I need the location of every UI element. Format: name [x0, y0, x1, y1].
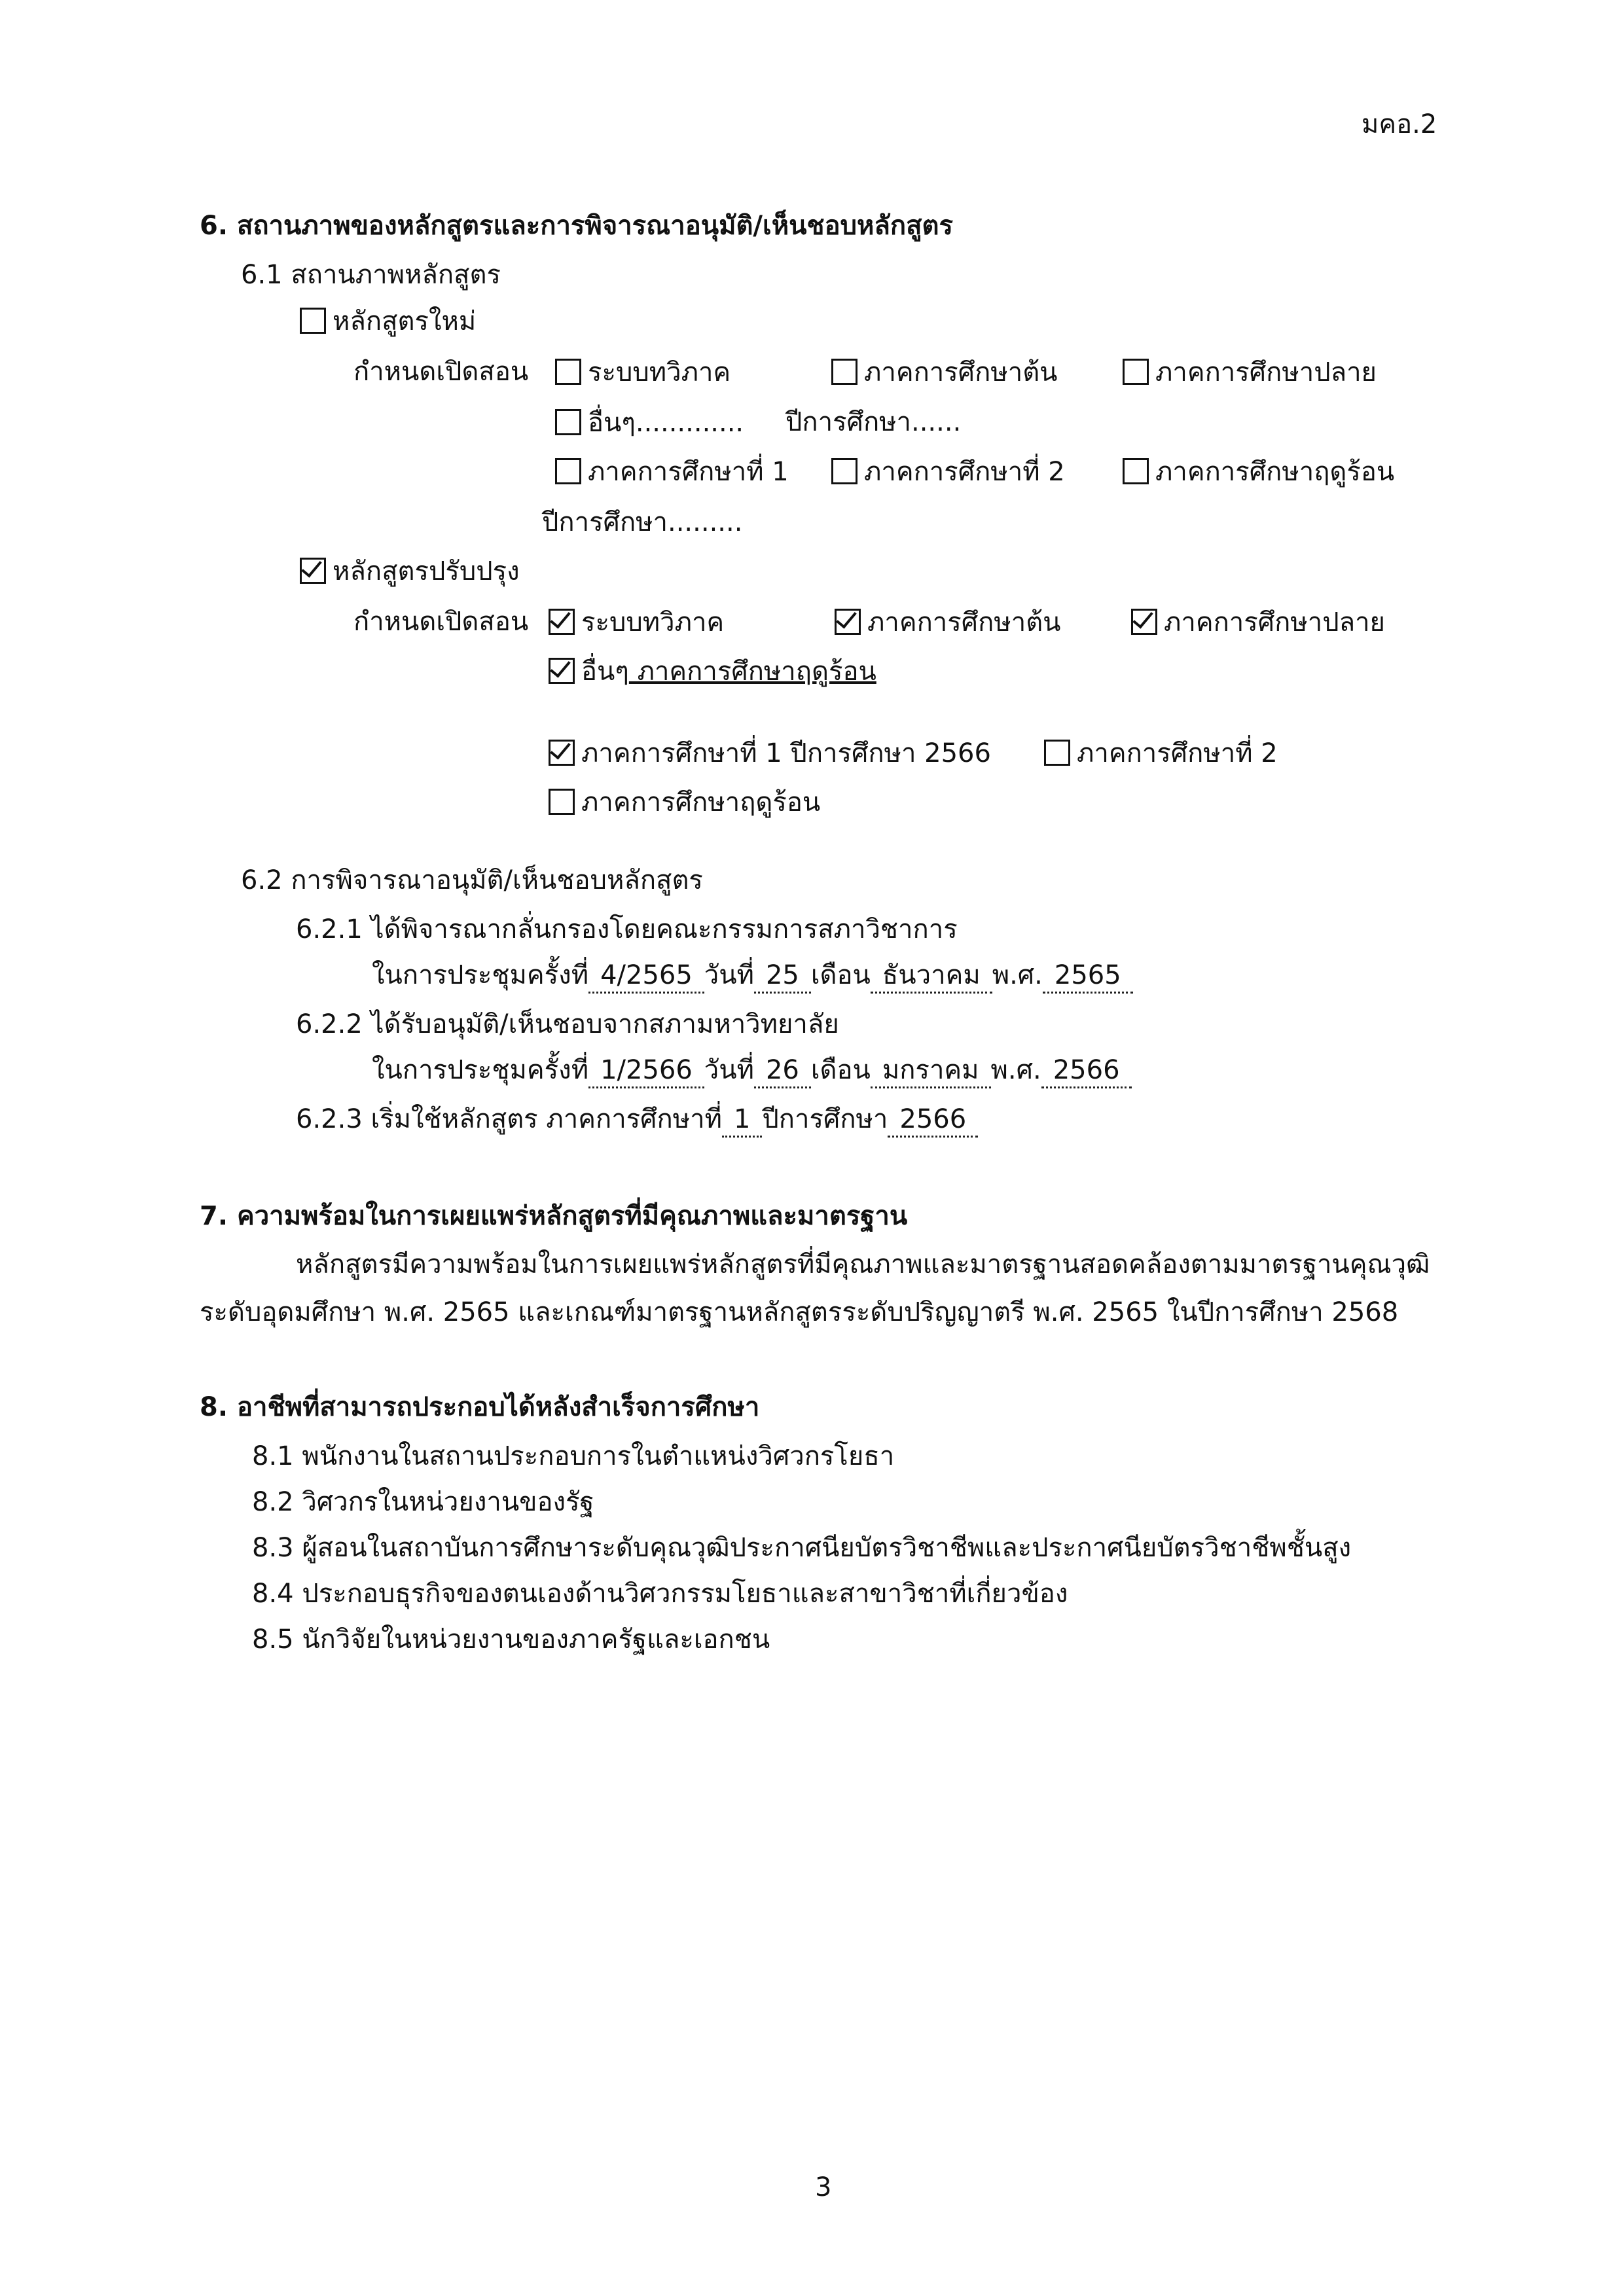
checkbox[interactable] [1131, 609, 1157, 635]
new-opt-other[interactable]: อื่นๆ............. [555, 409, 744, 436]
new-curriculum-option[interactable] [300, 308, 476, 334]
section-6-2-1-title: 6.2.1 ได้พิจารณากลั่นกรองโดยคณะกรรมการสภาวิชาการ [296, 914, 958, 944]
career-item: 8.4 ประกอบธุรกิจของตนเองด้านวิศวกรรมโยธาและสาขาวิชาที่เกี่ยวข้อง [252, 1579, 1068, 1609]
checkbox[interactable] [835, 609, 861, 635]
section-7-line-1: หลักสูตรมีความพร้อมในการเผยแพร่หลักสูตรที่มีคุณภาพและมาตรฐานสอดคล้องตามมาตรฐานคุณวุฒิ [296, 1249, 1430, 1280]
new-year-line: ปีการศึกษา......... [542, 507, 743, 537]
checkbox[interactable] [549, 658, 575, 684]
checkbox[interactable] [555, 409, 581, 435]
meeting-number: 4/2565 [588, 960, 704, 994]
career-item: 8.3 ผู้สอนในสถาบันการศึกษาระดับคุณวุฒิประกาศนียบัตรวิชาชีพและประกาศนียบัตรวิชาชีพชั้นสูง [252, 1533, 1352, 1563]
section-6-2-1-meeting: ในการประชุมครั้งที่ 4/2565 วันที่ 25 เดือน ธันวาคม พ.ศ. 2565 [372, 962, 1133, 988]
new-opt-last[interactable]: ภาคการศึกษาปลาย [1123, 359, 1377, 386]
start-semester: 1 [722, 1104, 762, 1138]
section-6-2-2-meeting: ในการประชุมครั้งที่ 1/2566 วันที่ 26 เดือน มกราคม พ.ศ. 2566 [372, 1057, 1132, 1083]
meeting-month: มกราคม [871, 1055, 991, 1088]
new-sem2[interactable]: ภาคการศึกษาที่ 2 [831, 458, 1065, 485]
meeting-year: 2565 [1043, 960, 1133, 994]
section-6-title: 6. สถานภาพของหลักสูตรและการพิจารณาอนุมัติ/เห็นชอบหลักสูตร [200, 211, 953, 241]
section-7-title: 7. ความพร้อมในการเผยแพร่หลักสูตรที่มีคุณภาพและมาตรฐาน [200, 1201, 908, 1231]
page-number: 3 [815, 2172, 832, 2202]
meeting-day: 25 [754, 960, 811, 994]
revised-open-label: กำหนดเปิดสอน [353, 607, 529, 637]
section-8-title: 8. อาชีพที่สามารถประกอบได้หลังสำเร็จการศึกษา [200, 1392, 760, 1422]
meeting-day: 26 [754, 1055, 811, 1088]
start-year: 2566 [888, 1104, 978, 1138]
revised-other-value: ภาคการศึกษาฤดูร้อน [628, 656, 876, 687]
checkbox[interactable] [549, 789, 575, 815]
checkbox[interactable] [1123, 359, 1149, 385]
checkbox[interactable] [1123, 458, 1149, 484]
career-item: 8.1 พนักงานในสถานประกอบการในตำแหน่งวิศวกรโยธา [252, 1441, 895, 1471]
revised-summer[interactable]: ภาคการศึกษาฤดูร้อน [549, 789, 820, 816]
revised-curriculum-label: หลักสูตรปรับปรุง [333, 556, 520, 586]
checkbox[interactable] [549, 609, 575, 635]
document-code: มคอ.2 [1362, 109, 1437, 139]
revised-opt-last[interactable]: ภาคการศึกษาปลาย [1131, 609, 1385, 636]
new-open-label: กำหนดเปิดสอน [353, 357, 529, 387]
revised-curriculum-checkbox[interactable] [300, 558, 326, 584]
meeting-month: ธันวาคม [871, 960, 992, 994]
new-opt-dual[interactable]: ระบบทวิภาค [555, 359, 731, 386]
section-7-line-2: ระดับอุดมศึกษา พ.ศ. 2565 และเกณฑ์มาตรฐานหลักสูตรระดับปริญญาตรี พ.ศ. 2565 ในปีการศึกษา 2568 [200, 1297, 1399, 1327]
section-6-2-2-title: 6.2.2 ได้รับอนุมัติ/เห็นชอบจากสภามหาวิทยาลัย [296, 1009, 839, 1039]
new-opt-first[interactable]: ภาคการศึกษาต้น [831, 359, 1058, 386]
meeting-year: 2566 [1041, 1055, 1132, 1088]
checkbox[interactable] [1044, 740, 1070, 766]
new-curriculum-checkbox[interactable] [300, 308, 326, 334]
checkbox[interactable] [831, 458, 857, 484]
revised-sem2[interactable]: ภาคการศึกษาที่ 2 [1044, 740, 1278, 766]
section-6-1-title: 6.1 สถานภาพหลักสูตร [241, 260, 501, 290]
new-curriculum-label: หลักสูตรใหม่ [333, 306, 477, 336]
checkbox[interactable] [555, 458, 581, 484]
new-summer[interactable]: ภาคการศึกษาฤดูร้อน [1123, 458, 1394, 485]
checkbox[interactable] [831, 359, 857, 385]
career-item: 8.2 วิศวกรในหน่วยงานของรัฐ [252, 1487, 594, 1517]
section-6-2-title: 6.2 การพิจารณาอนุมัติ/เห็นชอบหลักสูตร [241, 865, 703, 895]
checkbox[interactable] [549, 740, 575, 766]
revised-curriculum-option[interactable] [300, 558, 520, 584]
new-sem1[interactable]: ภาคการศึกษาที่ 1 [555, 458, 789, 485]
revised-opt-other[interactable]: อื่นๆ ภาคการศึกษาฤดูร้อน [549, 658, 876, 685]
new-year-dots: ปีการศึกษา...... [785, 407, 962, 437]
revised-sem1[interactable]: ภาคการศึกษาที่ 1 ปีการศึกษา 2566 [549, 740, 991, 766]
section-6-2-3: 6.2.3 เริ่มใช้หลักสูตร ภาคการศึกษาที่ 1 ปีการศึกษา 2566 [296, 1106, 978, 1132]
meeting-number: 1/2566 [588, 1055, 704, 1088]
revised-opt-dual[interactable]: ระบบทวิภาค [549, 609, 724, 636]
checkbox[interactable] [555, 359, 581, 385]
career-item: 8.5 นักวิจัยในหน่วยงานของภาครัฐและเอกชน [252, 1624, 770, 1655]
revised-opt-first[interactable]: ภาคการศึกษาต้น [835, 609, 1061, 636]
